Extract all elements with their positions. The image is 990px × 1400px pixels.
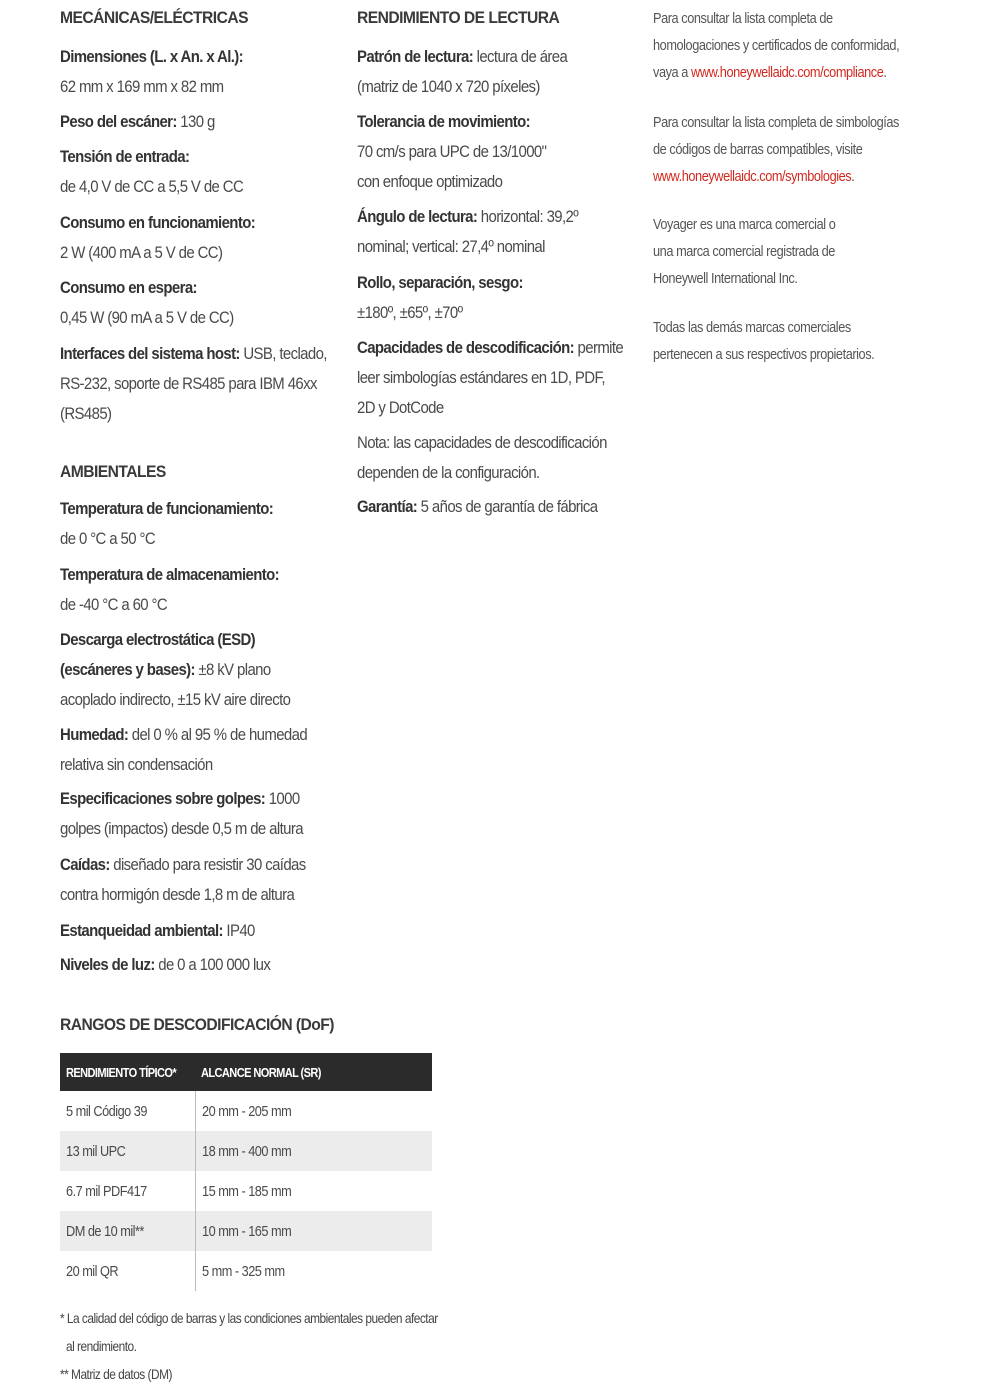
shock-label: Especificaciones sobre golpes: [60,789,266,808]
pattern-value-2: (matriz de 1040 x 720 píxeles) [357,77,540,96]
row-symbol: DM de 10 mil** [60,1211,195,1251]
other-line-2: pertenecen a sus respectivos propietarios. [653,347,875,363]
dimensions-spec [60,42,341,102]
table-row [60,1251,432,1291]
shock-value-2: golpes (impactos) desde 0,5 m de altura [60,819,303,838]
other-line-1: Todas las demás marcas comerciales [653,320,851,336]
roll-spec [357,268,638,328]
esd-value-2: acoplado indirecto, ±15 kV aire directo [60,690,291,709]
esd-spec [60,625,341,715]
row-symbol: 20 mil QR [66,1262,119,1280]
interfaces-spec [60,339,341,429]
footnote-quality-cont: al rendimiento. [66,1338,137,1354]
drop-spec [60,850,341,910]
interfaces-value-2: RS-232, soporte de RS485 para IBM 46xx [60,374,317,393]
table-row [60,1091,432,1131]
dof-col-range: ALCANCE NORMAL (SR) [195,1053,432,1091]
decode-spec [357,333,638,423]
st-temp-label: Temperatura de almacenamiento: [60,565,280,584]
humidity-spec [60,720,341,780]
table-row [60,1171,432,1211]
other-trademarks-note [653,315,944,369]
dimensions-label: Dimensiones (L. x An. x Al.): [60,47,244,66]
decode-note [357,428,638,488]
compliance-line-3: vaya a [653,65,692,81]
humidity-value-2: relativa sin condensación [60,755,213,774]
symbologies-link[interactable]: www.honeywellaidc.com/symbologies [653,169,852,185]
symbologies-end: . [851,169,855,185]
pattern-label: Patrón de lectura: [357,47,474,66]
compliance-line-2: homologaciones y certificados de conformidad, [653,38,900,54]
motion-label: Tolerancia de movimiento: [357,112,531,131]
dimensions-value: 62 mm x 169 mm x 82 mm [60,77,224,96]
env-section-title: AMBIENTALES [60,462,166,481]
humidity-label: Humedad: [60,725,129,744]
interfaces-label: Interfaces del sistema host: [60,344,240,363]
symbologies-line-2: de códigos de barras compatibles, visite [653,142,863,158]
decode-value-1: permite [574,338,624,357]
op-power-spec [60,208,341,268]
weight-spec [60,107,341,137]
dof-col-typical: RENDIMIENTO TÍPICO* [60,1053,195,1091]
st-temp-spec [60,560,341,620]
compliance-end: . [883,65,887,81]
decode-value-3: 2D y DotCode [357,398,444,417]
angle-value-2: nominal; vertical: 27,4º nominal [357,237,545,256]
compliance-note [653,6,944,87]
motion-spec [357,107,638,197]
esd-value-1: ±8 kV plano [194,660,271,679]
symbologies-line-1: Para consultar la lista completa de simbologías [653,115,900,131]
roll-label: Rollo, separación, sesgo: [357,273,523,292]
angle-label: Ángulo de lectura: [357,207,478,226]
mech-section-title: MECÁNICAS/ELÉCTRICAS [60,8,248,27]
trademark-note [653,212,944,293]
esd-label-2: (escáneres y bases): [60,660,195,679]
shock-spec [60,784,341,844]
symbologies-note [653,110,944,191]
table-row [60,1211,432,1251]
drop-label: Caídas: [60,855,110,874]
roll-value: ±180º, ±65º, ±70º [357,303,463,322]
row-symbol: 13 mil UPC [60,1131,195,1171]
op-power-label: Consumo en funcionamiento: [60,213,256,232]
row-range: 18 mm - 400 mm [195,1131,432,1171]
decode-note-1: Nota: las capacidades de descodificación [357,433,607,452]
warranty-label: Garantía: [357,497,418,516]
row-symbol: 6.7 mil PDF417 [66,1182,147,1200]
dof-section-title: RANGOS DE DESCODIFICACIÓN (DoF) [60,1015,334,1034]
perf-section-title: RENDIMIENTO DE LECTURA [357,8,560,27]
row-range: 20 mm - 205 mm [195,1091,432,1131]
op-power-value: 2 W (400 mA a 5 V de CC) [60,243,223,262]
light-spec [60,950,341,980]
warranty-spec [357,492,638,522]
motion-value-2: con enfoque optimizado [357,172,503,191]
trademark-line-3: Honeywell International Inc. [653,271,798,287]
op-temp-value: de 0 °C a 50 °C [60,529,156,548]
decode-value-2: leer simbologías estándares en 1D, PDF, [357,368,605,387]
row-range: 10 mm - 165 mm [195,1211,432,1251]
footnote-quality: * La calidad del código de barras y las condiciones ambientales pueden afectar [60,1310,438,1326]
row-range: 5 mm - 325 mm [195,1251,432,1291]
angle-spec [357,202,638,262]
voltage-value: de 4,0 V de CC a 5,5 V de CC [60,177,244,196]
dof-table [60,1053,432,1291]
pattern-value-1: lectura de área [473,47,568,66]
humidity-value-1: del 0 % al 95 % de humedad [128,725,308,744]
standby-value: 0,45 W (90 mA a 5 V de CC) [60,308,234,327]
standby-spec [60,273,341,333]
table-row [60,1131,432,1171]
light-label: Niveles de luz: [60,955,155,974]
voltage-label: Tensión de entrada: [60,147,190,166]
sealing-label: Estanqueidad ambiental: [60,921,223,940]
light-value: de 0 a 100 000 lux [154,955,271,974]
motion-value-1: 70 cm/s para UPC de 13/1000" [357,142,547,161]
interfaces-value-3: (RS485) [60,404,112,423]
drop-value-2: contra hormigón desde 1,8 m de altura [60,885,295,904]
warranty-value: 5 años de garantía de fábrica [417,497,598,516]
angle-value-1: horizontal: 39,2º [477,207,579,226]
esd-label-1: Descarga electrostática (ESD) [60,630,256,649]
interfaces-value-1: USB, teclado, [239,344,327,363]
drop-value-1: diseñado para resistir 30 caídas [109,855,306,874]
row-symbol: 5 mil Código 39 [66,1102,147,1120]
voltage-spec [60,142,341,202]
dof-header-row [60,1053,432,1091]
op-temp-label: Temperatura de funcionamiento: [60,499,274,518]
decode-note-2: dependen de la configuración. [357,463,540,482]
op-temp-spec [60,494,341,554]
weight-label: Peso del escáner: [60,112,177,131]
row-range: 15 mm - 185 mm [195,1171,432,1211]
trademark-line-2: una marca comercial registrada de [653,244,835,260]
decode-label: Capacidades de descodificación: [357,338,575,357]
shock-value-1: 1000 [265,789,300,808]
footnote-datamatrix: ** Matriz de datos (DM) [60,1366,172,1382]
weight-value: 130 g [176,112,215,131]
sealing-value: IP40 [222,921,255,940]
compliance-line-1: Para consultar la lista completa de [653,11,833,27]
pattern-spec [357,42,638,102]
standby-label: Consumo en espera: [60,278,197,297]
compliance-link[interactable]: www.honeywellaidc.com/compliance [691,65,884,81]
trademark-line-1: Voyager es una marca comercial o [653,217,836,233]
sealing-spec [60,916,341,946]
st-temp-value: de -40 °C a 60 °C [60,595,168,614]
